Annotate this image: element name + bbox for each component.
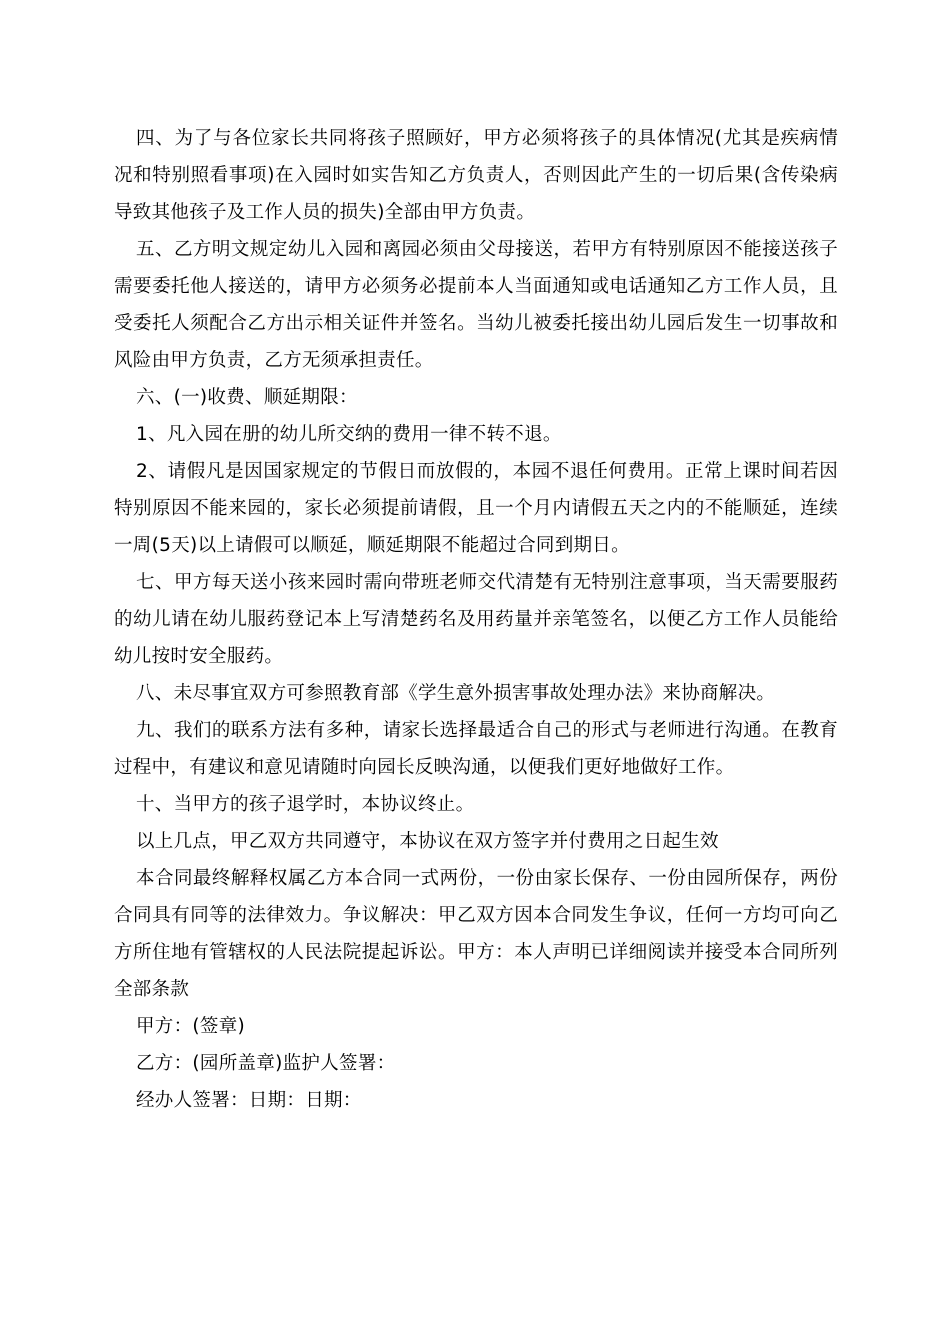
clause-7-paragraph: 七、甲方每天送小孩来园时需向带班老师交代清楚有无特别注意事项，当天需要服药的幼儿请在幼儿服药登记本上写清楚药名及用药量并亲笔签名，以便乙方工作人员能给幼儿按时安全服药。 [114,572,838,667]
clause-9-paragraph: 九、我们的联系方法有多种，请家长选择最适合自己的形式与老师进行沟通。在教育过程中，有建议和意见请随时向园长反映沟通，以便我们更好地做好工作。 [114,720,838,778]
clause-6-item-2: 2、请假凡是因国家规定的节假日而放假的，本园不退任何费用。正常上课时间若因特别原因不能来园的，家长必须提前请假，且一个月内请假五天之内的不能顺延，连续一周(5天)以上请假可以顺延，顺延期限不能超过合同到期日。 [114,461,838,556]
handler-date-line: 经办人签署：日期：日期： [136,1090,362,1111]
clause-5-paragraph: 五、乙方明文规定幼儿入园和离园必须由父母接送，若甲方有特别原因不能接送孩子需要委托他人接送的，请甲方必须务必提前本人当面通知或电话通知乙方工作人员，且受委托人须配合乙方出示相关证件并签名。当幼儿被委托接出幼儿园后发生一切事故和风险由甲方负责，乙方无须承担责任。 [114,239,838,371]
clause-10-paragraph: 十、当甲方的孩子退学时，本协议终止。 [136,794,475,815]
party-b-signature-line: 乙方：(园所盖章)监护人签署： [136,1053,396,1074]
clause-4-paragraph: 四、为了与各位家长共同将孩子照顾好，甲方必须将孩子的具体情况(尤其是疾病情况和特别照看事项)在入园时如实告知乙方负责人，否则因此产生的一切后果(含传染病导致其他孩子及工作人员的损失)全部由甲方负责。 [114,128,838,223]
party-a-signature-line: 甲方：(签章) [136,1016,246,1037]
clause-6-item-1: 1、凡入园在册的幼儿所交纳的费用一律不转不退。 [136,424,562,445]
clause-6-heading: 六、(一)收费、顺延期限： [136,387,358,408]
final-terms-paragraph: 本合同最终解释权属乙方本合同一式两份，一份由家长保存、一份由园所保存，两份合同具有同等的法律效力。争议解决：甲乙双方因本合同发生争议，任何一方均可向乙方所住地有管辖权的人民法院提起诉讼。甲方：本人声明已详细阅读并接受本合同所列全部条款 [114,868,838,1000]
document-body [114,120,838,1119]
clause-8-paragraph: 八、未尽事宜双方可参照教育部《学生意外损害事故处理办法》来协商解决。 [136,683,776,704]
effective-statement: 以上几点，甲乙双方共同遵守，本协议在双方签字并付费用之日起生效 [136,831,719,852]
